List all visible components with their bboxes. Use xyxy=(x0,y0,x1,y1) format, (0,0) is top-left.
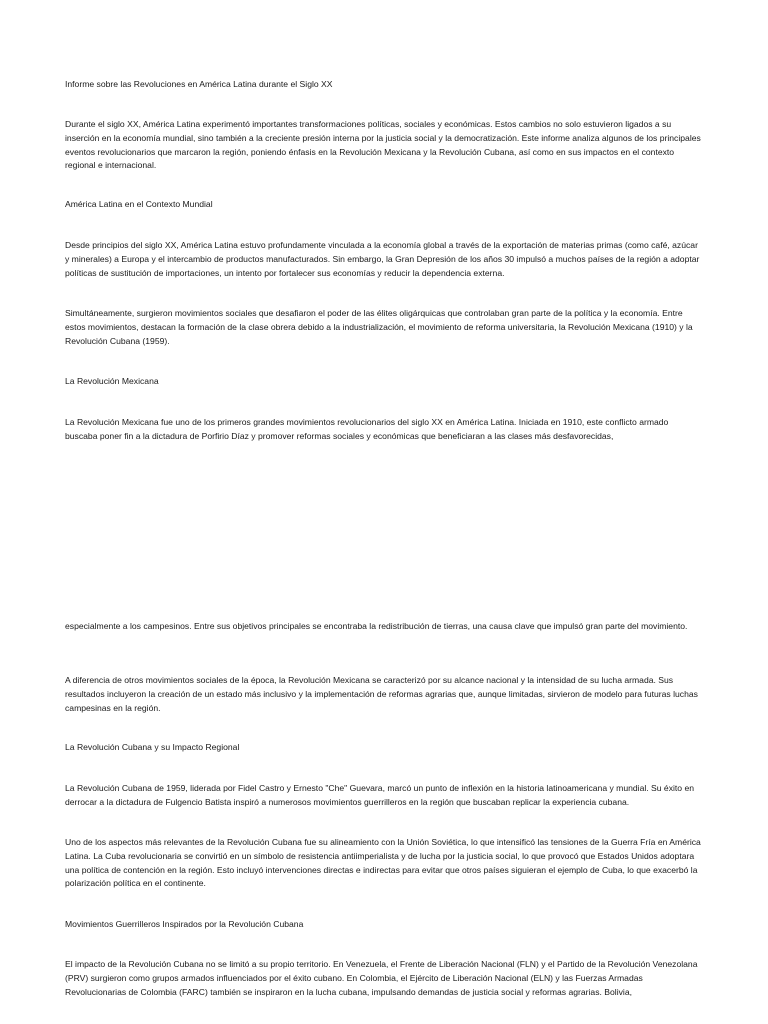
section-heading-contexto-mundial: América Latina en el Contexto Mundial xyxy=(65,199,213,209)
paragraph-guerrilleros-1: El impacto de la Revolución Cubana no se limitó a su propio territorio. En Venezuela, el Frente de Liberación Nacional (FLN) y el Partido de la Revolución Venezolana (PRV) surgieron como grupos armados influenciados por el éxito cubano. En Colombia, el Ejército de Liberación Nacional (ELN) y las Fuerzas Armadas Revolucionarias de Colombia (FARC) también se inspiraron en la lucha cubana, impulsando demandas de justicia social y reformas agrarias. Bolivia, xyxy=(65,959,698,997)
paragraph-contexto-1: Desde principios del siglo XX, América Latina estuvo profundamente vinculada a la economía global a través de la exportación de materias primas (como café, azúcar y minerales) a Europa y el intercambio de productos manufacturados. Sin embargo, la Gran Depresión de los años 30 impulsó a muchos países de la región a adoptar políticas de sustitución de importaciones, un intento por fortalecer sus economías y reducir la dependencia externa. xyxy=(65,240,700,278)
paragraph-mexicana-2: especialmente a los campesinos. Entre sus objetivos principales se encontraba la redistribución de tierras, una causa clave que impulsó gran parte del movimiento. xyxy=(65,621,688,631)
paragraph-cubana-1: La Revolución Cubana de 1959, liderada por Fidel Castro y Ernesto "Che" Guevara, marcó un punto de inflexión en la historia latinoamericana y mundial. Su éxito en derrocar a la dictadura de Fulgencio Batista inspiró a numerosos movimientos guerrilleros en la región que buscaban replicar la experiencia cubana. xyxy=(65,783,695,807)
document-title: Informe sobre las Revoluciones en América Latina durante el Siglo XX xyxy=(65,79,333,89)
section-heading-movimientos-guerrilleros: Movimientos Guerrilleros Inspirados por la Revolución Cubana xyxy=(65,919,304,929)
paragraph-contexto-2: Simultáneamente, surgieron movimientos sociales que desafiaron el poder de las élites oligárquicas que controlaban gran parte de la política y la economía. Entre estos movimientos, destacan la formación de la clase obrera debido a la industrialización, el movimiento de reforma universitaria, la Revolución Mexicana (1910) y la Revolución Cubana (1959). xyxy=(65,308,693,346)
intro-paragraph: Durante el siglo XX, América Latina experimentó importantes transformaciones políticas, sociales y económicas. Estos cambios no solo estuvieron ligados a su inserción en la economía mundial, sino también a la creciente presión interna por la justicia social y la democratización. Este informe analiza algunos de los principales eventos revolucionarios que marcaron la región, poniendo énfasis en la Revolución Mexicana y la Revolución Cubana, así como en sus impactos en el contexto regional e internacional. xyxy=(65,119,701,171)
paragraph-cubana-2: Uno de los aspectos más relevantes de la Revolución Cubana fue su alineamiento con la Unión Soviética, lo que intensificó las tensiones de la Guerra Fría en América Latina. La Cuba revolucionaria se convirtió en un símbolo de resistencia antiimperialista y de lucha por la justicia social, lo que provocó que Estados Unidos adoptara una política de contención en la región. Esto incluyó intervenciones directas e indirectas para evitar que otros países siguieran el ejemplo de Cuba, lo que exacerbó la polarización política en el continente. xyxy=(65,837,701,889)
section-heading-revolucion-mexicana: La Revolución Mexicana xyxy=(65,376,159,386)
paragraph-mexicana-3: A diferencia de otros movimientos sociales de la época, la Revolución Mexicana se caracterizó por su alcance nacional y la intensidad de su lucha armada. Sus resultados incluyeron la creación de un estado más inclusivo y la implementación de reformas agrarias que, aunque limitadas, sirvieron de modelo para futuras luchas campesinas en la región. xyxy=(65,675,698,713)
paragraph-mexicana-1: La Revolución Mexicana fue uno de los primeros grandes movimientos revolucionarios del siglo XX en América Latina. Iniciada en 1910, este conflicto armado buscaba poner fin a la dictadura de Porfirio Díaz y promover reformas sociales y económicas que beneficiaran a las clases más desfavorecidas, xyxy=(65,417,669,441)
section-heading-revolucion-cubana: La Revolución Cubana y su Impacto Regional xyxy=(65,742,240,752)
